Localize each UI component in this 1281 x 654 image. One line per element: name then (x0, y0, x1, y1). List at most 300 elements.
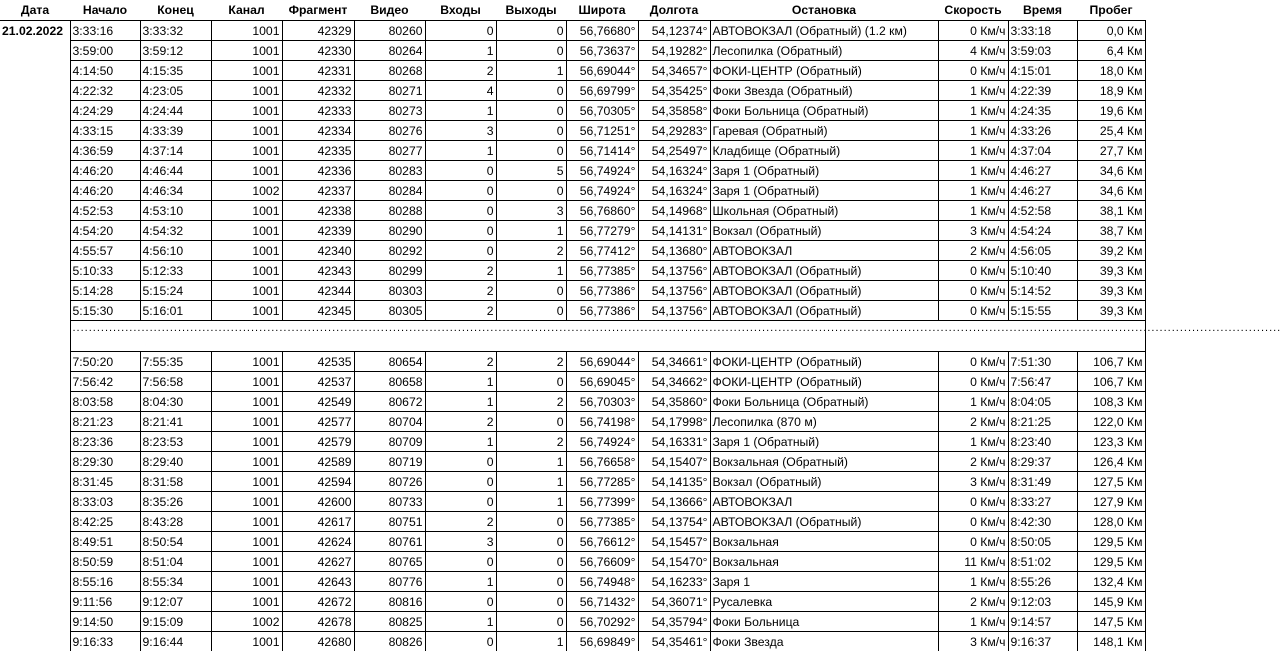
cell-fragment: 42343 (282, 261, 354, 281)
cell-fragment: 42600 (282, 492, 354, 512)
cell-stop: АВТОВОКЗАЛ (Обратный) (1.2 км) (710, 21, 938, 41)
cell-start: 8:23:36 (70, 432, 140, 452)
cell-speed: 2 Км/ч (938, 412, 1008, 432)
cell-entries: 3 (425, 532, 496, 552)
cell-stop: ФОКИ-ЦЕНТР (Обратный) (710, 352, 938, 372)
cell-longitude: 54,14135° (638, 472, 710, 492)
cell-latitude: 56,69799° (566, 81, 638, 101)
cell-time: 4:54:24 (1008, 221, 1077, 241)
cell-latitude: 56,70292° (566, 612, 638, 632)
cell-mileage: 106,7 Км (1077, 372, 1145, 392)
cell-start: 4:36:59 (70, 141, 140, 161)
table-row (0, 161, 1145, 181)
cell-video: 80290 (354, 221, 425, 241)
cell-date: 21.02.2022 (2, 23, 63, 38)
column-header-start: Начало (70, 0, 140, 21)
cell-start: 4:22:32 (70, 81, 140, 101)
cell-fragment: 42345 (282, 301, 354, 321)
cell-stop: Вокзальная (710, 552, 938, 572)
cell-end: 8:55:34 (140, 572, 211, 592)
cell-time: 5:10:40 (1008, 261, 1077, 281)
cell-longitude: 54,17998° (638, 412, 710, 432)
column-header-stop: Остановка (710, 0, 938, 21)
table-row (0, 81, 1145, 101)
cell-latitude: 56,76612° (566, 532, 638, 552)
cell-video: 80260 (354, 21, 425, 41)
cell-mileage: 0,0 Км (1077, 21, 1145, 41)
cell-start: 7:56:42 (70, 372, 140, 392)
cell-video: 80719 (354, 452, 425, 472)
cell-speed: 3 Км/ч (938, 221, 1008, 241)
cell-mileage: 18,9 Км (1077, 81, 1145, 101)
cell-latitude: 56,77285° (566, 472, 638, 492)
cell-longitude: 54,13754° (638, 512, 710, 532)
table-row (0, 532, 1145, 552)
table-row (0, 492, 1145, 512)
cell-latitude: 56,71432° (566, 592, 638, 612)
cell-longitude: 54,16324° (638, 181, 710, 201)
cell-stop: ФОКИ-ЦЕНТР (Обратный) (710, 61, 938, 81)
cell-time: 4:33:26 (1008, 121, 1077, 141)
cell-exits: 2 (496, 352, 566, 372)
cell-date (0, 161, 70, 181)
cell-stop: АВТОВОКЗАЛ (Обратный) (710, 281, 938, 301)
cell-channel: 1001 (211, 21, 282, 41)
cell-start: 8:31:45 (70, 472, 140, 492)
cell-fragment: 42594 (282, 472, 354, 492)
cell-speed: 1 Км/ч (938, 161, 1008, 181)
cell-mileage: 126,4 Км (1077, 452, 1145, 472)
cell-channel: 1001 (211, 161, 282, 181)
cell-entries: 0 (425, 181, 496, 201)
cell-latitude: 56,76860° (566, 201, 638, 221)
cell-date (0, 372, 70, 392)
cell-stop: Гаревая (Обратный) (710, 121, 938, 141)
cell-end: 8:51:04 (140, 552, 211, 572)
cell-date (0, 392, 70, 412)
cell-entries: 2 (425, 281, 496, 301)
cell-time: 9:16:37 (1008, 632, 1077, 652)
cell-fragment: 42577 (282, 412, 354, 432)
cell-date (0, 552, 70, 572)
cell-speed: 1 Км/ч (938, 432, 1008, 452)
column-header-exits: Выходы (496, 0, 566, 21)
cell-entries: 2 (425, 512, 496, 532)
cell-longitude: 54,35794° (638, 612, 710, 632)
table-row (0, 61, 1145, 81)
cell-channel: 1001 (211, 41, 282, 61)
cell-video: 80277 (354, 141, 425, 161)
cell-exits: 0 (496, 572, 566, 592)
cell-longitude: 54,13756° (638, 261, 710, 281)
cell-date (0, 221, 70, 241)
cell-start: 4:33:15 (70, 121, 140, 141)
cell-date (0, 241, 70, 261)
cell-time: 4:56:05 (1008, 241, 1077, 261)
table-row (0, 21, 1145, 41)
cell-video: 80292 (354, 241, 425, 261)
cell-date (0, 201, 70, 221)
cell-latitude: 56,77385° (566, 512, 638, 532)
cell-fragment: 42337 (282, 181, 354, 201)
cell-video: 80776 (354, 572, 425, 592)
cell-longitude: 54,13680° (638, 241, 710, 261)
table-row (0, 452, 1145, 472)
cell-entries: 2 (425, 261, 496, 281)
cell-video: 80658 (354, 372, 425, 392)
cell-longitude: 54,35425° (638, 81, 710, 101)
cell-exits: 1 (496, 61, 566, 81)
cell-latitude: 56,71414° (566, 141, 638, 161)
cell-stop: ФОКИ-ЦЕНТР (Обратный) (710, 372, 938, 392)
cell-speed: 3 Км/ч (938, 472, 1008, 492)
cell-entries: 0 (425, 161, 496, 181)
cell-mileage: 38,1 Км (1077, 201, 1145, 221)
cell-date (0, 101, 70, 121)
cell-channel: 1001 (211, 121, 282, 141)
cell-end: 8:50:54 (140, 532, 211, 552)
cell-fragment: 42589 (282, 452, 354, 472)
cell-mileage: 106,7 Км (1077, 352, 1145, 372)
cell-date (0, 121, 70, 141)
cell-mileage: 25,4 Км (1077, 121, 1145, 141)
cell-longitude: 54,16324° (638, 161, 710, 181)
cell-start: 8:50:59 (70, 552, 140, 572)
cell-stop: Заря 1 (Обратный) (710, 432, 938, 452)
cell-latitude: 56,77279° (566, 221, 638, 241)
cell-exits: 0 (496, 612, 566, 632)
cell-entries: 0 (425, 492, 496, 512)
cell-time: 9:14:57 (1008, 612, 1077, 632)
cell-speed: 4 Км/ч (938, 41, 1008, 61)
cell-end: 9:12:07 (140, 592, 211, 612)
column-header-fragment: Фрагмент (282, 0, 354, 21)
cell-exits: 2 (496, 241, 566, 261)
cell-longitude: 54,34657° (638, 61, 710, 81)
cell-end: 5:16:01 (140, 301, 211, 321)
cell-longitude: 54,15407° (638, 452, 710, 472)
cell-longitude: 54,13666° (638, 492, 710, 512)
cell-stop: Фоки Звезда (710, 632, 938, 652)
cell-speed: 11 Км/ч (938, 552, 1008, 572)
cell-start: 8:49:51 (70, 532, 140, 552)
cell-channel: 1001 (211, 592, 282, 612)
cell-start: 4:24:29 (70, 101, 140, 121)
cell-speed: 0 Км/ч (938, 261, 1008, 281)
cell-stop: АВТОВОКЗАЛ (Обратный) (710, 301, 938, 321)
cell-mileage: 39,3 Км (1077, 301, 1145, 321)
cell-speed: 1 Км/ч (938, 121, 1008, 141)
cell-entries: 1 (425, 141, 496, 161)
cell-entries: 1 (425, 572, 496, 592)
cell-mileage: 129,5 Км (1077, 552, 1145, 572)
cell-video: 80299 (354, 261, 425, 281)
cell-latitude: 56,77385° (566, 261, 638, 281)
cell-entries: 0 (425, 221, 496, 241)
cell-time: 5:15:55 (1008, 301, 1077, 321)
cell-channel: 1001 (211, 632, 282, 652)
cell-latitude: 56,77386° (566, 281, 638, 301)
cell-exits: 0 (496, 101, 566, 121)
cell-speed: 0 Км/ч (938, 352, 1008, 372)
cell-channel: 1001 (211, 472, 282, 492)
cell-channel: 1002 (211, 612, 282, 632)
cell-longitude: 54,25497° (638, 141, 710, 161)
cell-start: 3:33:16 (70, 21, 140, 41)
table-row (0, 572, 1145, 592)
cell-fragment: 42336 (282, 161, 354, 181)
cell-latitude: 56,70305° (566, 101, 638, 121)
cell-end: 4:37:14 (140, 141, 211, 161)
table-row (0, 632, 1145, 652)
cell-speed: 2 Км/ч (938, 241, 1008, 261)
cell-end: 4:53:10 (140, 201, 211, 221)
table-row (0, 241, 1145, 261)
column-header-speed: Скорость (938, 0, 1008, 21)
cell-longitude: 54,34662° (638, 372, 710, 392)
cell-time: 8:42:30 (1008, 512, 1077, 532)
cell-stop: Вокзальная (710, 532, 938, 552)
cell-date (0, 512, 70, 532)
cell-mileage: 145,9 Км (1077, 592, 1145, 612)
cell-channel: 1001 (211, 532, 282, 552)
cell-end: 7:56:58 (140, 372, 211, 392)
cell-exits: 1 (496, 221, 566, 241)
table-row (0, 352, 1145, 372)
cell-exits: 1 (496, 261, 566, 281)
cell-stop: Русалевка (710, 592, 938, 612)
cell-fragment: 42329 (282, 21, 354, 41)
cell-exits: 0 (496, 372, 566, 392)
cell-latitude: 56,77386° (566, 301, 638, 321)
cell-fragment: 42344 (282, 281, 354, 301)
cell-latitude: 56,69045° (566, 372, 638, 392)
cell-time: 8:33:27 (1008, 492, 1077, 512)
cell-latitude: 56,74198° (566, 412, 638, 432)
cell-latitude: 56,76609° (566, 552, 638, 572)
cell-time: 8:51:02 (1008, 552, 1077, 572)
cell-time: 3:33:18 (1008, 21, 1077, 41)
cell-video: 80264 (354, 41, 425, 61)
cell-latitude: 56,73637° (566, 41, 638, 61)
cell-exits: 0 (496, 41, 566, 61)
cell-fragment: 42617 (282, 512, 354, 532)
cell-stop: АВТОВОКЗАЛ (710, 492, 938, 512)
cell-start: 4:52:53 (70, 201, 140, 221)
cell-latitude: 56,74924° (566, 161, 638, 181)
cell-video: 80303 (354, 281, 425, 301)
cell-fragment: 42549 (282, 392, 354, 412)
cell-speed: 0 Км/ч (938, 21, 1008, 41)
table-row (0, 301, 1145, 321)
cell-time: 8:50:05 (1008, 532, 1077, 552)
cell-date (0, 492, 70, 512)
cell-video: 80654 (354, 352, 425, 372)
cell-time: 4:15:01 (1008, 61, 1077, 81)
cell-entries: 1 (425, 612, 496, 632)
cell-latitude: 56,74948° (566, 572, 638, 592)
table-row (0, 221, 1145, 241)
cell-entries: 0 (425, 21, 496, 41)
cell-mileage: 148,1 Км (1077, 632, 1145, 652)
table-row (0, 392, 1145, 412)
cell-exits: 3 (496, 201, 566, 221)
table-row (0, 592, 1145, 612)
cell-time: 4:37:04 (1008, 141, 1077, 161)
cell-start: 8:42:25 (70, 512, 140, 532)
cell-latitude: 56,76658° (566, 452, 638, 472)
cell-exits: 0 (496, 141, 566, 161)
cell-start: 8:03:58 (70, 392, 140, 412)
cell-entries: 2 (425, 301, 496, 321)
cell-longitude: 54,34661° (638, 352, 710, 372)
cell-video: 80765 (354, 552, 425, 572)
cell-stop: АВТОВОКЗАЛ (Обратный) (710, 261, 938, 281)
cell-video: 80672 (354, 392, 425, 412)
cell-video: 80305 (354, 301, 425, 321)
cell-exits: 2 (496, 432, 566, 452)
column-header-entries: Входы (425, 0, 496, 21)
cell-end: 3:33:32 (140, 21, 211, 41)
cell-exits: 1 (496, 492, 566, 512)
cell-speed: 1 Км/ч (938, 101, 1008, 121)
cell-mileage: 18,0 Км (1077, 61, 1145, 81)
cell-date (0, 432, 70, 452)
cell-exits: 0 (496, 412, 566, 432)
cell-video: 80733 (354, 492, 425, 512)
cell-mileage: 122,0 Км (1077, 412, 1145, 432)
cell-latitude: 56,74924° (566, 432, 638, 452)
cell-longitude: 54,16233° (638, 572, 710, 592)
cell-end: 4:33:39 (140, 121, 211, 141)
cell-channel: 1001 (211, 261, 282, 281)
cell-exits: 0 (496, 512, 566, 532)
cell-time: 7:56:47 (1008, 372, 1077, 392)
cell-time: 4:46:27 (1008, 181, 1077, 201)
cell-entries: 1 (425, 392, 496, 412)
cell-start: 5:14:28 (70, 281, 140, 301)
cell-longitude: 54,36071° (638, 592, 710, 612)
cell-mileage: 39,2 Км (1077, 241, 1145, 261)
cell-mileage: 27,7 Км (1077, 141, 1145, 161)
cell-stop: Кладбище (Обратный) (710, 141, 938, 161)
cell-stop: Фоки Звезда (Обратный) (710, 81, 938, 101)
cell-start: 9:16:33 (70, 632, 140, 652)
cell-fragment: 42331 (282, 61, 354, 81)
cell-video: 80283 (354, 161, 425, 181)
cell-date (0, 412, 70, 432)
cell-time: 8:31:49 (1008, 472, 1077, 492)
cell-mileage: 108,3 Км (1077, 392, 1145, 412)
table-header (0, 0, 1145, 21)
column-header-mileage: Пробег (1077, 0, 1145, 21)
cell-end: 4:24:44 (140, 101, 211, 121)
cell-start: 4:46:20 (70, 161, 140, 181)
cell-speed: 1 Км/ч (938, 141, 1008, 161)
cell-end: 4:46:34 (140, 181, 211, 201)
cell-entries: 0 (425, 452, 496, 472)
omitted-rows-separator (0, 321, 1145, 352)
cell-date (0, 301, 70, 321)
cell-exits: 1 (496, 632, 566, 652)
cell-entries: 0 (425, 241, 496, 261)
cell-date (0, 472, 70, 492)
cell-channel: 1001 (211, 301, 282, 321)
cell-entries: 3 (425, 121, 496, 141)
cell-time: 9:12:03 (1008, 592, 1077, 612)
column-header-video: Видео (354, 0, 425, 21)
cell-video: 80288 (354, 201, 425, 221)
cell-time: 8:29:37 (1008, 452, 1077, 472)
cell-stop: Заря 1 (Обратный) (710, 181, 938, 201)
cell-channel: 1001 (211, 141, 282, 161)
cell-mileage: 38,7 Км (1077, 221, 1145, 241)
cell-speed: 0 Км/ч (938, 372, 1008, 392)
cell-latitude: 56,69849° (566, 632, 638, 652)
cell-mileage: 147,5 Км (1077, 612, 1145, 632)
cell-exits: 0 (496, 121, 566, 141)
cell-channel: 1001 (211, 61, 282, 81)
cell-start: 7:50:20 (70, 352, 140, 372)
cell-fragment: 42579 (282, 432, 354, 452)
cell-longitude: 54,35858° (638, 101, 710, 121)
cell-date (0, 281, 70, 301)
cell-longitude: 54,35860° (638, 392, 710, 412)
cell-mileage: 34,6 Км (1077, 161, 1145, 181)
cell-video: 80271 (354, 81, 425, 101)
cell-mileage: 6,4 Км (1077, 41, 1145, 61)
cell-time: 4:46:27 (1008, 161, 1077, 181)
cell-video: 80709 (354, 432, 425, 452)
column-header-latitude: Широта (566, 0, 638, 21)
cell-end: 5:15:24 (140, 281, 211, 301)
cell-latitude: 56,77412° (566, 241, 638, 261)
cell-fragment: 42333 (282, 101, 354, 121)
cell-video: 80704 (354, 412, 425, 432)
cell-end: 4:46:44 (140, 161, 211, 181)
cell-exits: 1 (496, 472, 566, 492)
table-row (0, 201, 1145, 221)
cell-video: 80273 (354, 101, 425, 121)
cell-mileage: 39,3 Км (1077, 281, 1145, 301)
cell-mileage: 132,4 Км (1077, 572, 1145, 592)
table-row (0, 141, 1145, 161)
cell-longitude: 54,14131° (638, 221, 710, 241)
cell-mileage: 128,0 Км (1077, 512, 1145, 532)
cell-stop: Заря 1 (Обратный) (710, 161, 938, 181)
cell-latitude: 56,74924° (566, 181, 638, 201)
cell-channel: 1001 (211, 81, 282, 101)
cell-end: 8:21:41 (140, 412, 211, 432)
cell-channel: 1001 (211, 512, 282, 532)
cell-fragment: 42334 (282, 121, 354, 141)
cell-start: 9:14:50 (70, 612, 140, 632)
cell-mileage: 19,6 Км (1077, 101, 1145, 121)
cell-speed: 1 Км/ч (938, 572, 1008, 592)
cell-speed: 0 Км/ч (938, 512, 1008, 532)
cell-exits: 0 (496, 301, 566, 321)
cell-date (0, 181, 70, 201)
cell-time: 5:14:52 (1008, 281, 1077, 301)
cell-end: 8:04:30 (140, 392, 211, 412)
cell-fragment: 42624 (282, 532, 354, 552)
cell-date (0, 532, 70, 552)
cell-video: 80826 (354, 632, 425, 652)
cell-date (0, 141, 70, 161)
cell-fragment: 42335 (282, 141, 354, 161)
cell-exits: 1 (496, 452, 566, 472)
cell-fragment: 42330 (282, 41, 354, 61)
